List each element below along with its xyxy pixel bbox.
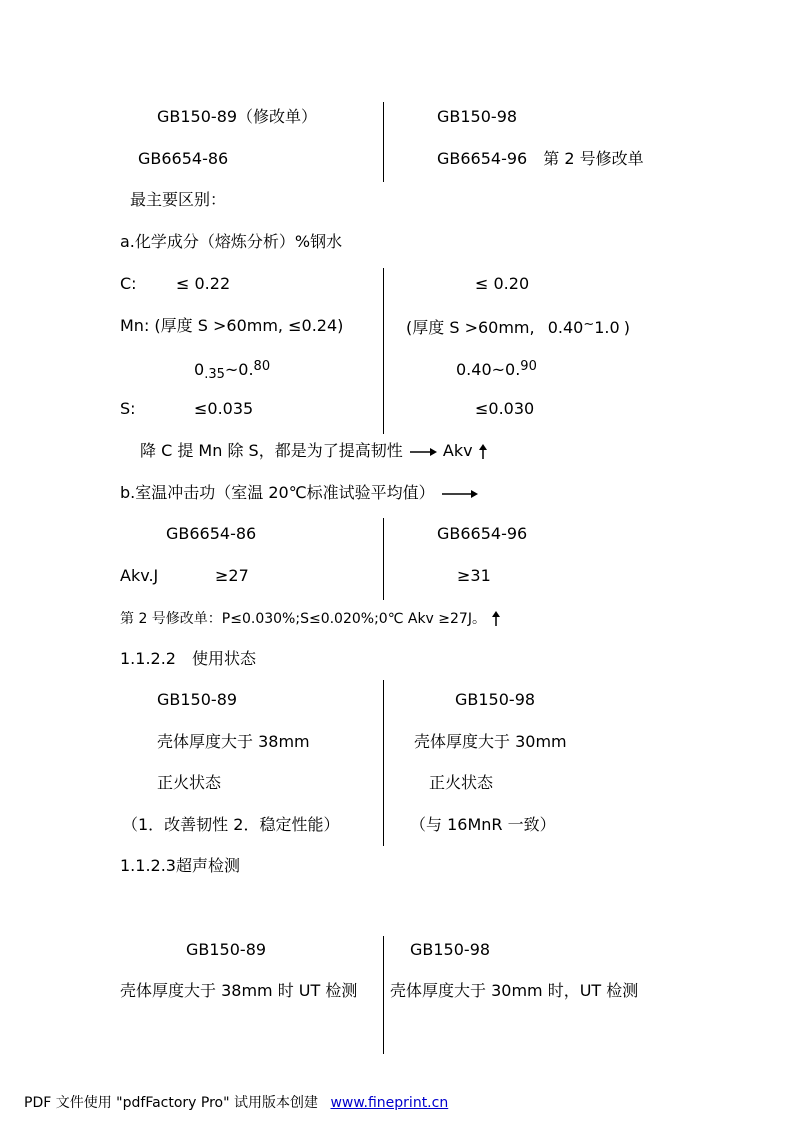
akv-left-value: ≥27 [215,566,249,585]
use-std-left: GB150-89 [157,690,238,709]
mn-left-value: Mn: (厚度 S >60mm, ≤0.24) [120,316,344,335]
mn-left-range-c: ~0. [224,360,254,379]
amendment-line [120,610,501,627]
column-divider [383,936,384,1054]
impact-heading-text: b.室温冲击功（室温 20℃标准试验平均值） [120,483,435,502]
c-label: C: [120,274,137,293]
chem-note [140,443,488,460]
mn-right-range2-b: ~0. [491,360,521,379]
mn-left-range-b: .35 [204,367,225,382]
mn-right-range-high: 1.0 [594,318,620,337]
mn-right-text: (厚度 S >60mm, [406,318,535,337]
standard-left-2: GB6654-86 [138,149,229,168]
mn-right-close: ) [623,318,630,337]
chem-note-text: 降 C 提 Mn 除 S，都是为了提高韧性 [140,441,403,460]
s-left-value: ≤0.035 [194,399,254,418]
c-right-value: ≤ 0.20 [475,274,530,293]
up-arrow-icon [478,444,488,460]
ut-std-left: GB150-89 [186,940,267,959]
akv-label: Akv.J [120,566,159,585]
column-divider [383,268,384,434]
s-right-value: ≤0.030 [475,399,535,418]
ut-std-right: GB150-98 [410,940,491,959]
mn-right-range2-c: 90 [520,359,537,374]
impact-heading [120,485,480,501]
column-divider [383,102,384,182]
impact-std-left: GB6654-86 [166,524,257,543]
mn-right-range2-a: 0.40 [456,360,492,379]
use-thickness-right: 壳体厚度大于 30mm [414,732,567,751]
column-divider [383,518,384,600]
column-divider [383,680,384,846]
use-thickness-left: 壳体厚度大于 38mm [157,732,310,751]
ut-text-right: 壳体厚度大于 30mm 时，UT 检测 [390,981,639,1000]
right-arrow-icon [408,447,438,457]
mn-right-range [456,360,537,378]
c-left-value: ≤ 0.22 [176,274,231,293]
use-state-heading: 1.1.2.2 使用状态 [120,649,256,668]
main-difference-label: 最主要区别： [130,190,227,209]
amendment-text: 第 2 号修改单：P≤0.030%;S≤0.020%;0℃ Akv ≥27J。 [120,611,486,627]
chem-note-akv: Akv [442,441,473,460]
mn-right-tilde: ~ [583,317,595,332]
ut-heading: 1.1.2.3超声检测 [120,856,240,875]
s-label: S: [120,399,136,418]
use-state-left: 正火状态 [157,773,222,792]
use-reason-right: （与 16MnR 一致） [410,815,556,834]
mn-right-value [406,318,630,336]
use-reason-left: （1．改善韧性 2．稳定性能） [122,815,340,834]
up-arrow-icon [491,611,501,627]
use-std-right: GB150-98 [455,690,536,709]
standard-right-1: GB150-98 [437,107,518,126]
impact-std-right: GB6654-96 [437,524,528,543]
footer-link[interactable]: www.fineprint.cn [330,1095,449,1111]
chem-heading: a.化学成分（熔炼分析）%钢水 [120,232,343,251]
mn-left-range-d: 80 [253,359,271,374]
mn-left-range-a: 0 [194,360,205,379]
mn-right-range-low: 0.40 [547,318,584,337]
footer [24,1096,448,1110]
footer-text: PDF 文件使用 "pdfFactory Pro" 试用版本创建 [24,1095,319,1111]
mn-left-range [194,360,270,381]
standard-right-2: GB6654-96 第 2 号修改单 [437,149,644,168]
right-arrow-icon [440,489,480,499]
standard-left-1: GB150-89（修改单） [157,107,318,126]
ut-text-left: 壳体厚度大于 38mm 时 UT 检测 [120,981,358,1000]
akv-right-value: ≥31 [457,566,491,585]
use-state-right: 正火状态 [429,773,494,792]
